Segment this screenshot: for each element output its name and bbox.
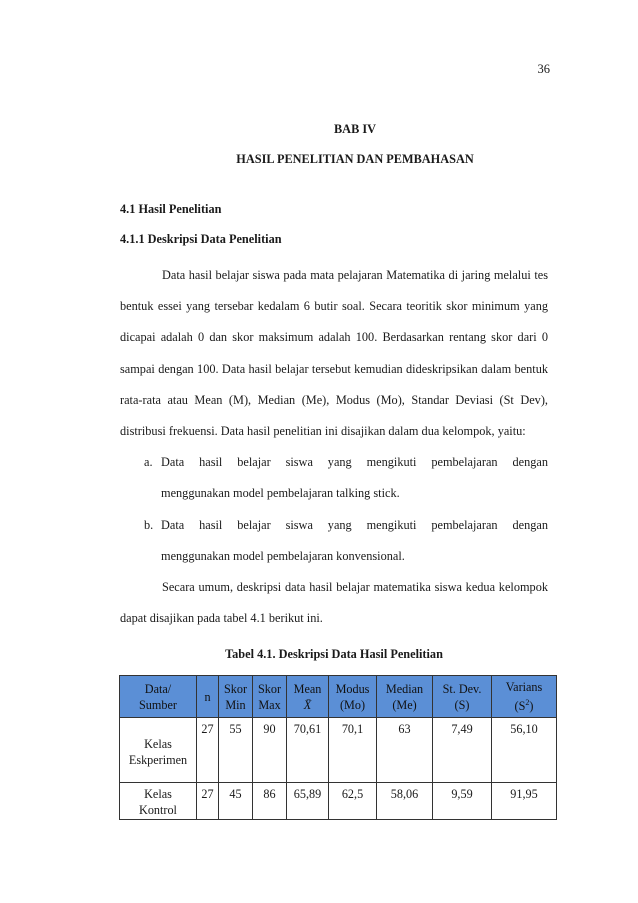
table-caption-label: Tabel 4.1	[225, 647, 273, 661]
paragraph-intro: Data hasil belajar siswa pada mata pelajaran Matematika di jaring melalui tes bentuk essei yang tersebar kedalam 6 butir soal. Secara teoritik skor minimum yang dicapai adalah 0 dan skor maksimum adalah 100. Berdasarkan rentang skor dari 0 sampai dengan 100. Data hasil belajar tersebut kemudian dideskripsikan dalam bentuk rata-rata atau Mean (M), Median (Me), Modus (Mo), Standar Deviasi (St Dev), distribusi frekuensi. Data hasil penelitian ini disajikan dalam dua kelompok, yaitu:	[120, 268, 548, 439]
header-st-dev: St. Dev. (S)	[433, 676, 492, 718]
cell-skor-max: 90	[253, 718, 287, 783]
row-label: Kelas Eskperimen	[120, 718, 197, 783]
list-item-line: Data hasil belajar siswa yang mengikuti pembelajaran dengan	[161, 517, 548, 532]
header-modus: Modus (Mo)	[329, 676, 377, 718]
subsection-heading: 4.1.1 Deskripsi Data Penelitian	[120, 232, 282, 246]
cell-median: 63	[377, 718, 433, 783]
cell-mean: 70,61	[287, 718, 329, 783]
group-list	[120, 447, 548, 572]
cell-n: 27	[197, 783, 219, 820]
cell-varians: 56,10	[492, 718, 557, 783]
list-item-line: menggunakan model pembelajaran talking stick.	[161, 486, 400, 501]
header-median: Median (Me)	[377, 676, 433, 718]
header-n: n	[197, 676, 219, 718]
list-item	[120, 447, 548, 509]
results-table	[119, 675, 557, 820]
page-number: 36	[537, 62, 550, 76]
table-row	[120, 718, 557, 783]
list-item	[120, 510, 548, 572]
header-skor-max: Skor Max	[253, 676, 287, 718]
header-mean: Mean X̄	[287, 676, 329, 718]
section-heading: 4.1 Hasil Penelitian	[120, 202, 222, 216]
list-marker: b.	[144, 517, 154, 532]
table-caption-separator: .	[272, 647, 279, 661]
cell-skor-min: 45	[219, 783, 253, 820]
list-marker: a.	[144, 455, 153, 470]
cell-modus: 70,1	[329, 718, 377, 783]
header-skor-min: Skor Min	[219, 676, 253, 718]
cell-st-dev: 9,59	[433, 783, 492, 820]
header-varians: Varians $(S^2)$	[492, 676, 557, 718]
cell-varians: 91,95	[492, 783, 557, 820]
header-data-sumber: Data/ Sumber	[120, 676, 197, 718]
list-item-line: menggunakan model pembelajaran konvensional.	[161, 548, 405, 563]
table-caption-title: Deskripsi Data Hasil Penelitian	[278, 647, 443, 661]
table-header-row	[120, 676, 557, 718]
chapter-label: BAB IV	[333, 122, 377, 136]
cell-n: 27	[197, 718, 219, 783]
paragraph-summary: Secara umum, deskripsi data hasil belajar matematika siswa kedua kelompok dapat disajikan pada tabel 4.1 berikut ini.	[120, 580, 548, 626]
cell-modus: 62,5	[329, 783, 377, 820]
cell-st-dev: 7,49	[433, 718, 492, 783]
body-text	[120, 260, 548, 634]
cell-mean: 65,89	[287, 783, 329, 820]
row-label: Kelas Kontrol	[120, 783, 197, 820]
cell-skor-max: 86	[253, 783, 287, 820]
table-row	[120, 783, 557, 820]
list-item-line: Data hasil belajar siswa yang mengikuti pembelajaran dengan	[161, 455, 548, 470]
cell-skor-min: 55	[219, 718, 253, 783]
cell-median: 58,06	[377, 783, 433, 820]
chapter-title: HASIL PENELITIAN DAN PEMBAHASAN	[236, 152, 474, 166]
table-caption	[120, 647, 548, 662]
